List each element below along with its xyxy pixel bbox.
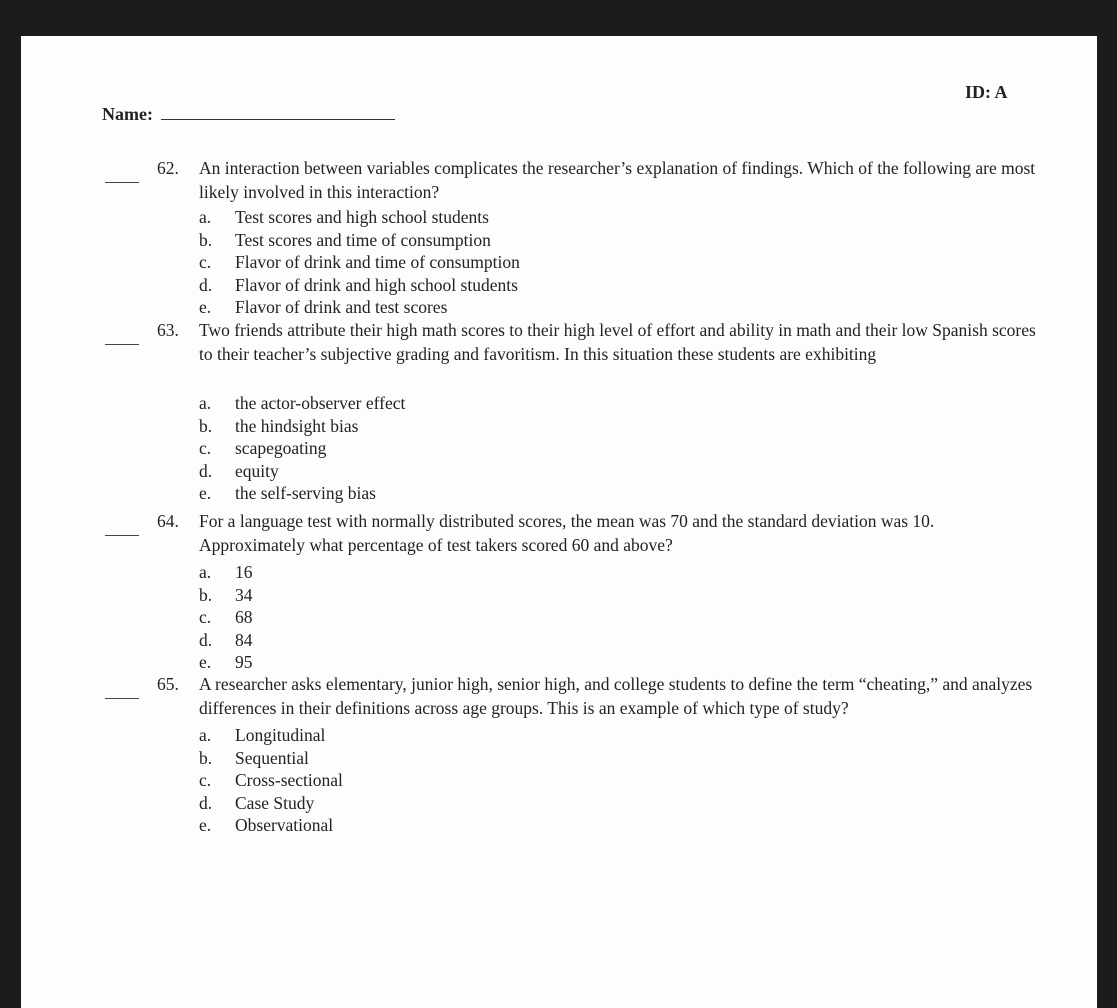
choice-letter: c. <box>199 438 212 458</box>
answer-blank[interactable] <box>105 535 139 536</box>
choice-list <box>199 206 520 319</box>
choice-list <box>199 724 343 837</box>
choice-a <box>199 392 405 415</box>
choice-d <box>199 460 405 483</box>
choice-letter: a. <box>199 562 212 582</box>
choice-list <box>199 392 405 505</box>
name-blank-line[interactable] <box>161 105 395 120</box>
choice-letter: d. <box>199 792 213 813</box>
choice-letter: a. <box>199 207 212 227</box>
choice-letter: e. <box>199 815 212 835</box>
choice-letter: b. <box>199 584 213 605</box>
name-row <box>102 104 395 125</box>
choice-e <box>199 482 405 505</box>
choice-letter: e. <box>199 483 212 503</box>
test-id: ID: A <box>965 82 1008 102</box>
choice-d <box>199 792 343 815</box>
choice-d <box>199 629 253 652</box>
choice-letter: e. <box>199 297 212 317</box>
choice-letter: a. <box>199 393 212 413</box>
choice-text: 34 <box>235 584 253 605</box>
question-number: 65. <box>157 674 179 694</box>
choice-text: the actor-observer effect <box>235 393 406 413</box>
choice-b <box>199 584 253 607</box>
choice-text: the self-serving bias <box>235 483 376 503</box>
choice-letter: b. <box>199 229 213 250</box>
choice-a <box>199 561 253 584</box>
choice-c <box>199 606 253 629</box>
question-stem: For a language test with normally distributed scores, the mean was 70 and the standard deviation was 10. Approximately what percentage of test takers scored 60 and above? <box>199 511 935 555</box>
choice-letter: c. <box>199 252 212 272</box>
choice-list <box>199 561 253 674</box>
choice-e <box>199 651 253 674</box>
choice-a <box>199 206 520 229</box>
choice-text: Cross-sectional <box>235 770 343 790</box>
name-label: Name: <box>102 104 153 124</box>
question-stem: Two friends attribute their high math scores to their high level of effort and ability in math and their low Spanish scores to their teacher’s subjective grading and favoritism. In this situation these students are exhibiting <box>199 320 1036 364</box>
choice-e <box>199 296 520 319</box>
choice-letter: a. <box>199 725 212 745</box>
choice-text: 84 <box>235 629 253 650</box>
choice-text: equity <box>235 460 279 481</box>
choice-text: 16 <box>235 562 253 582</box>
choice-text: 68 <box>235 607 253 627</box>
answer-blank[interactable] <box>105 698 139 699</box>
choice-text: the hindsight bias <box>235 415 359 436</box>
choice-letter: b. <box>199 415 213 436</box>
choice-text: Case Study <box>235 792 315 813</box>
choice-e <box>199 814 343 837</box>
choice-text: Test scores and time of consumption <box>235 229 491 250</box>
choice-text: Flavor of drink and high school students <box>235 274 518 295</box>
choice-d <box>199 274 520 297</box>
question-stem: A researcher asks elementary, junior high, senior high, and college students to define the term “cheating,” and analyzes differences in their definitions across age groups. This is an example of which type of study? <box>199 674 1033 718</box>
choice-text: Observational <box>235 815 334 835</box>
choice-b <box>199 229 520 252</box>
choice-letter: b. <box>199 747 213 768</box>
choice-a <box>199 724 343 747</box>
question-number: 63. <box>157 320 179 340</box>
choice-letter: c. <box>199 770 212 790</box>
choice-letter: d. <box>199 460 213 481</box>
answer-blank[interactable] <box>105 182 139 183</box>
choice-text: Sequential <box>235 747 309 768</box>
choice-text: Test scores and high school students <box>235 207 489 227</box>
choice-c <box>199 251 520 274</box>
choice-text: Flavor of drink and test scores <box>235 297 448 317</box>
choice-letter: c. <box>199 607 212 627</box>
question-number: 64. <box>157 511 179 531</box>
choice-c <box>199 769 343 792</box>
choice-letter: d. <box>199 274 213 295</box>
choice-letter: e. <box>199 652 212 672</box>
test-page <box>21 36 1097 1008</box>
choice-b <box>199 747 343 770</box>
choice-text: Flavor of drink and time of consumption <box>235 252 520 272</box>
choice-text: Longitudinal <box>235 725 326 745</box>
question-stem: An interaction between variables complicates the researcher’s explanation of findings. Which of the following are most likely involved in this interaction? <box>199 158 1036 202</box>
question-number: 62. <box>157 158 179 178</box>
choice-letter: d. <box>199 629 213 650</box>
choice-c <box>199 437 405 460</box>
choice-text: scapegoating <box>235 438 327 458</box>
answer-blank[interactable] <box>105 344 139 345</box>
choice-text: 95 <box>235 652 253 672</box>
choice-b <box>199 415 405 438</box>
